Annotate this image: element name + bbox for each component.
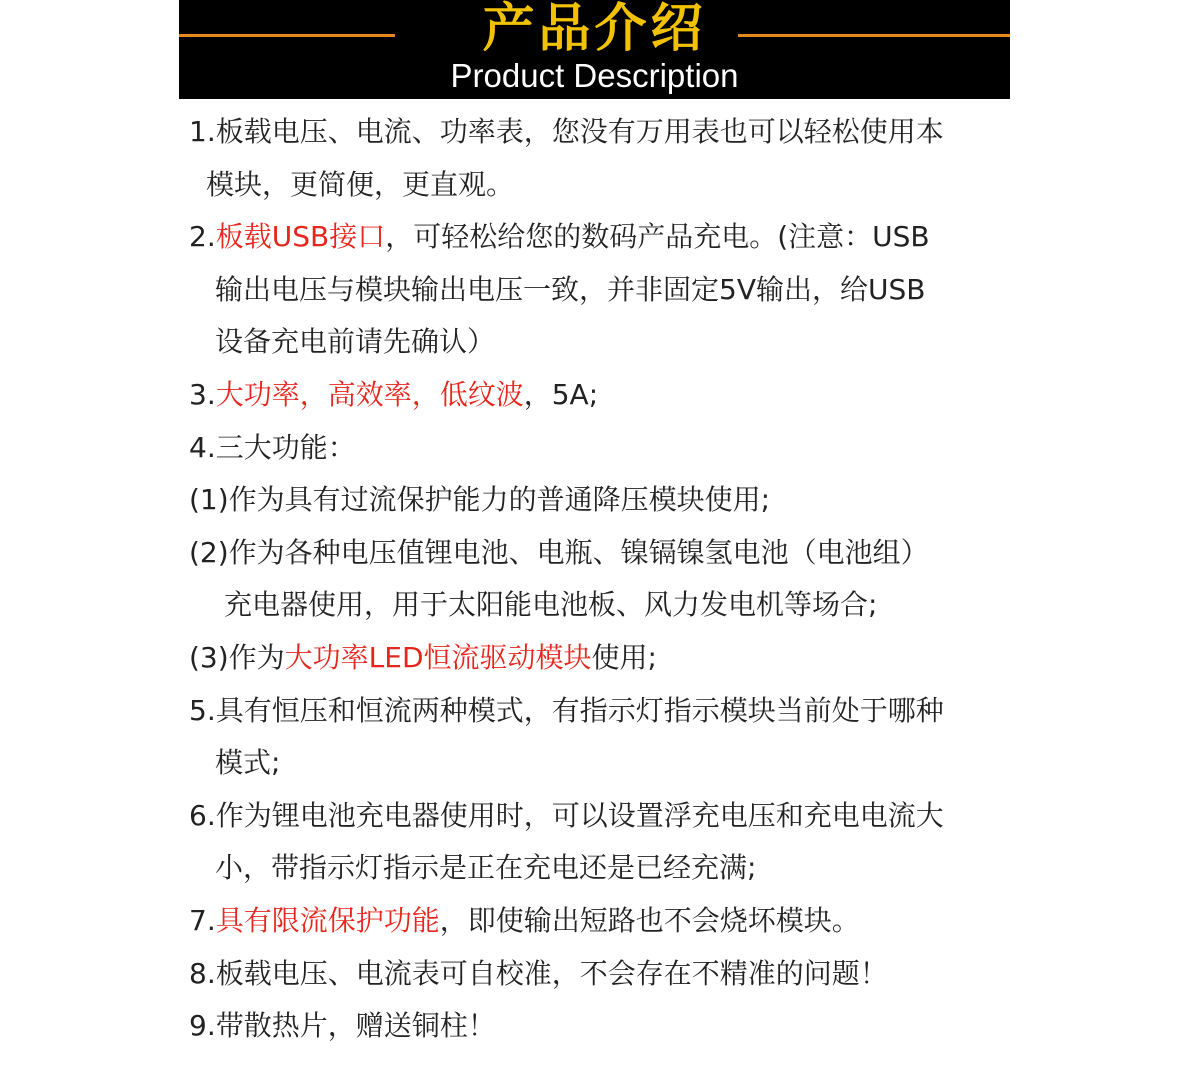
header-title-cn: 产品介绍 xyxy=(482,0,707,59)
desc-line-3 xyxy=(189,369,1009,422)
text-segment: 1.板载电压、电流、功率表，您没有万用表也可以轻松使用本 xyxy=(189,115,944,148)
desc-line-6 xyxy=(189,790,1009,843)
text-segment: 3. xyxy=(189,377,216,411)
text-segment: 4.三大功能： xyxy=(189,430,356,464)
text-segment: 6.作为锂电池充电器使用时，可以设置浮充电压和充电电流大 xyxy=(189,798,944,832)
desc-line-5-cont xyxy=(189,737,1009,790)
text-segment: 2. xyxy=(189,220,216,254)
highlight-led: 大功率LED恒流驱动模块 xyxy=(284,640,592,674)
text-segment: 模式; xyxy=(215,746,281,780)
text-segment: 设备充电前请先确认） xyxy=(215,325,496,359)
text-segment: 9.带散热片，赠送铜柱！ xyxy=(189,1009,496,1043)
desc-line-2-cont-b xyxy=(189,316,1009,369)
text-segment: 模块，更简便，更直观。 xyxy=(206,167,515,201)
text-segment: ，可轻松给您的数码产品充电。(注意：USB xyxy=(385,220,930,254)
header-title-en: Product Description xyxy=(450,57,739,94)
desc-line-8 xyxy=(189,948,1009,1001)
text-segment: 8.板载电压、电流表可自校准，不会存在不精准的问题！ xyxy=(189,956,888,990)
desc-line-4-3 xyxy=(189,632,1009,685)
text-segment: ，5A; xyxy=(523,377,599,411)
highlight-efficiency: 大功率，高效率，低纹波 xyxy=(215,377,524,411)
desc-line-9 xyxy=(189,1000,1009,1053)
text-segment: (3)作为 xyxy=(189,640,285,674)
desc-line-6-cont xyxy=(189,842,1009,895)
highlight-usb: 板载USB接口 xyxy=(215,220,386,254)
text-segment: 输出电压与模块输出电压一致，并非固定5V输出，给USB xyxy=(215,272,926,306)
desc-line-2-cont-a xyxy=(189,264,1009,317)
description-list xyxy=(189,106,1009,1053)
text-segment: 5.具有恒压和恒流两种模式，有指示灯指示模块当前处于哪种 xyxy=(189,693,944,727)
desc-line-1-cont xyxy=(189,159,1009,212)
desc-line-4-2 xyxy=(189,527,1009,580)
text-segment: (2)作为各种电压值锂电池、电瓶、镍镉镍氢电池（电池组） xyxy=(189,535,929,569)
text-segment: (1)作为具有过流保护能力的普通降压模块使用; xyxy=(189,483,771,517)
desc-line-5 xyxy=(189,685,1009,738)
desc-line-4-1 xyxy=(189,474,1009,527)
text-segment: 充电器使用，用于太阳能电池板、风力发电机等场合; xyxy=(224,588,878,622)
text-segment: 小，带指示灯指示是正在充电还是已经充满; xyxy=(215,851,757,885)
header-banner xyxy=(179,0,1010,99)
highlight-protection: 具有限流保护功能 xyxy=(215,903,440,937)
desc-line-4-2-cont xyxy=(189,579,1009,632)
desc-line-1 xyxy=(189,106,1009,159)
text-segment: ，即使输出短路也不会烧坏模块。 xyxy=(439,903,860,937)
text-segment: 7. xyxy=(189,903,216,937)
desc-line-2 xyxy=(189,211,1009,264)
desc-line-4 xyxy=(189,422,1009,475)
desc-line-7 xyxy=(189,895,1009,948)
text-segment: 使用; xyxy=(591,640,657,674)
